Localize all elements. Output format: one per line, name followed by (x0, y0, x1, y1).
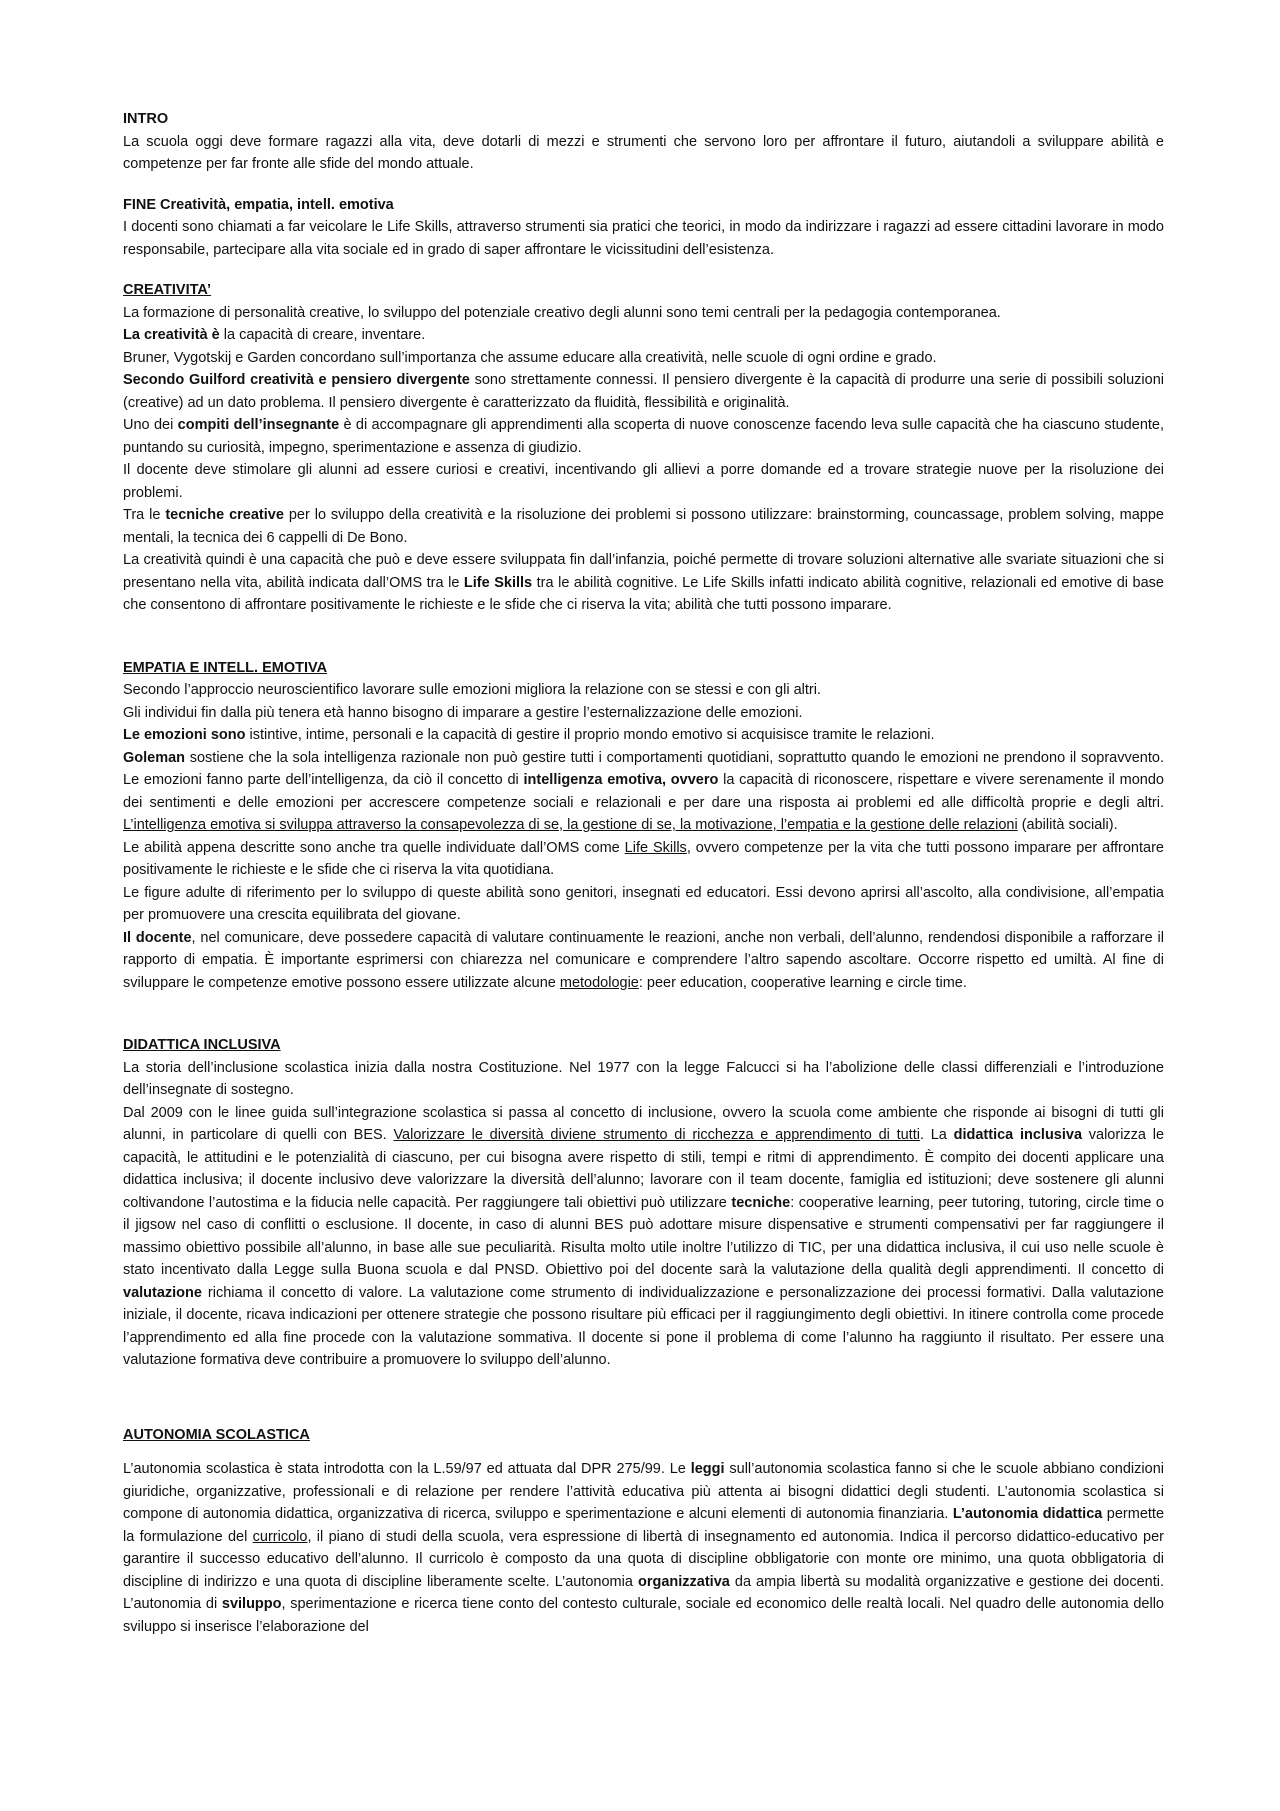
autonomia-p1-f: da ampia libertà su modalità organizzative e gestione dei docenti. L’autonomia di (123, 1573, 1164, 1612)
autonomia-p1-bold2: L’autonomia didattica (952, 1506, 1103, 1522)
autonomia-p1-underline: curricolo (252, 1528, 308, 1545)
creativita-heading: CREATIVITA’ (123, 282, 212, 298)
intro-paragraph: La scuola oggi deve formare ragazzi alla vita, deve dotarli di mezzi e strumenti che servono loro per affrontare il futuro, aiutandoli a sviluppare abilità e competenze per far fronte alle sfide del mondo attuale. (123, 133, 1164, 172)
creativita-p4 (123, 369, 1164, 414)
creativita-p8-c: tra le abilità cognitive. Le Life Skills infatti indicato abilità cognitive, relazionali ed emotive di base che consentono di affrontare positivamente le richieste e le sfide che ci riserva la vita; abilità che tutti possono imparare. (123, 574, 1164, 613)
creativita-p5 (123, 414, 1164, 459)
didattica-p2-underline: Valorizzare le diversità diviene strumento di ricchezza e apprendimento di tutti (393, 1127, 920, 1143)
empatia-p5 (123, 837, 1164, 882)
empatia-p7 (123, 927, 1164, 995)
didattica-heading: DIDATTICA INCLUSIVA (123, 1037, 281, 1053)
didattica-p2-c: valorizza le capacità, le attitudini e le potenzialità di ciascuno, per cui bisogna avere rispetto di stili, tempi e ritmi di apprendimento. È compito dei docenti applicare una didattica inclusiva; il docente inclusivo deve valorizzare la diversità dell’alunno; lavorare con il team docente, famiglia ed istituzioni; deve sostenere gli alunni coltivandone l’autostima e la fiducia nelle capacità. Per raggiungere tali obiettivi può utilizzare (123, 1127, 1165, 1211)
empatia-p3-text: istintive, intime, personali e la capacità di gestire il proprio mondo emotivo si acquisisce tramite le relazioni. (245, 727, 935, 743)
autonomia-p1-bold4: sviluppo (221, 1596, 282, 1612)
empatia-p3-bold: Le emozioni sono (123, 727, 246, 743)
empatia-p5-underline: Life Skills (624, 839, 687, 856)
intro-heading: INTRO (123, 111, 169, 127)
creativita-p4-bold: Secondo Guilford creatività e pensiero divergente (123, 372, 470, 388)
didattica-p2-b: . La (919, 1127, 954, 1143)
empatia-p5-a: Le abilità appena descritte sono anche tra quelle individuate dall’OMS come (123, 839, 625, 856)
didattica-p2-bold2: tecniche (731, 1194, 791, 1211)
creativita-p5-bold: compiti dell’insegnante (177, 417, 340, 433)
creativita-p2 (123, 324, 1164, 347)
creativita-p7-a: Tra le (123, 507, 166, 523)
didattica-p2-bold: didattica inclusiva (953, 1127, 1083, 1143)
creativita-p8-bold: Life Skills (463, 574, 533, 591)
section-creativita (123, 279, 1164, 617)
didattica-p1: La storia dell’inclusione scolastica inizia dalla nostra Costituzione. Nel 1977 con la legge Falcucci si ha l’abolizione delle classi differenziali e l’introduzione dell’insegnate di sostegno. (123, 1059, 1164, 1098)
creativita-p3: Bruner, Vygotskij e Garden concordano sull’importanza che assume educare alla creatività, nelle scuole di ogni ordine e grado. (123, 349, 937, 366)
didattica-p2-bold3: valutazione (123, 1284, 202, 1301)
autonomia-p1-d: permette la formulazione del (123, 1506, 1165, 1545)
empatia-p6: Le figure adulte di riferimento per lo sviluppo di queste abilità sono genitori, insegnati ed educatori. Essi devono aprirsi all’ascolto, alla condivisione, all’empatia per promuovere una crescita equilibrata del giovane. (123, 884, 1164, 923)
empatia-p7-underline: metodologie (559, 974, 639, 991)
fine-paragraph: I docenti sono chiamati a far veicolare le Life Skills, attraverso strumenti sia pratici che teorici, in modo da indirizzare i ragazzi ad essere cittadini lavorare in modo responsabile, partecipare alla vita sociale ed in grado di saper affrontare le vicissitudini dell’esistenza. (123, 219, 1164, 258)
autonomia-p1 (123, 1458, 1164, 1638)
creativita-p1: La formazione di personalità creative, lo sviluppo del potenziale creativo degli alunni sono temi centrali per la pedagogia contemporanea. (123, 304, 1001, 321)
creativita-p5-c: è di accompagnare gli apprendimenti alla scoperta di nuove conoscenze facendo leva sulle capacità che ha ciascuno studente, puntando su curiosità, impegno, sperimentazione e assenza di giudizio. (123, 417, 1165, 456)
empatia-p4-bold: Goleman (123, 749, 186, 766)
empatia-heading: EMPATIA E INTELL. EMOTIVA (123, 659, 328, 676)
autonomia-p1-bold: leggi (690, 1461, 725, 1477)
autonomia-p1-g: , sperimentazione e ricerca tiene conto del contesto culturale, sociale ed economico delle realtà locali. Nel quadro delle autonomia dello sviluppo si inserisce l’elaborazione del (123, 1596, 1164, 1635)
section-autonomia (123, 1424, 1164, 1639)
didattica-p2-a: Dal 2009 con le linee guida sull’integrazione scolastica si passa al concetto di inclusione, ovvero la scuola come ambiente che risponde ai bisogni di tutti gli alunni, in particolare di quelli con BES. (123, 1104, 1164, 1143)
creativita-p8 (123, 549, 1164, 617)
didattica-p2-e: richiama il concetto di valore. La valutazione come strumento di individualizzazione e personalizzazione dei processi formativi. Dalla valutazione iniziale, il docente, ricava indicazioni per ottenere strategie che possono risultare più efficaci per il raggiungimento degli obiettivi. In itinere controlla come procede l’apprendimento ed alla fine procede con la valutazione sommativa. Il docente si pone il problema di come l’alunno ha raggiunto il risultato. Per essere una valutazione formativa deve contribuire a promuovere lo sviluppo dell’alunno. (123, 1284, 1164, 1368)
autonomia-p1-e: , il piano di studi della scuola, vera espressione di libertà di insegnamento ed autonomia. Indica il percorso didattico-educativo per garantire il successo educativo dell’alunno. Il curricolo è composto da una quota di discipline obbligatorie con monte ore minimo, una quota obbligatoria di discipline di indirizzo e una quota di discipline liberamente scelte. L’autonomia (123, 1528, 1164, 1590)
creativita-p5-a: Uno dei (123, 417, 178, 433)
fine-heading: FINE Creatività, empatia, intell. emotiva (123, 196, 394, 213)
autonomia-p1-a: L’autonomia scolastica è stata introdotta con la L.59/97 ed attuata dal DPR 275/99. Le (123, 1461, 691, 1477)
creativita-p7 (123, 504, 1164, 549)
creativita-p2-text: la capacità di creare, inventare. (219, 327, 426, 343)
creativita-p4-text: sono strettamente connessi. Il pensiero divergente è la capacità di produrre una serie di possibili soluzioni (creative) ad un dato problema. Il pensiero divergente è caratterizzato da fluidità, flessibilità e originalità. (123, 372, 1164, 411)
section-intro (123, 108, 1164, 176)
empatia-p4-underline: L’intelligenza emotiva si sviluppa attraverso la consapevolezza di se, la gestione di se, la motivazione, l’empatia e la gestione delle relazioni (123, 817, 1018, 833)
empatia-p7-a: , nel comunicare, deve possedere capacità di valutare continuamente le reazioni, anche non verbali, dell’alunno, rendendosi disponibile a rafforzare il rapporto di empatia. È importante esprimersi con chiarezza nel comunicare e comprendere l’altro sapendo ascoltare. Occorre rispetto ed umiltà. Al fine di sviluppare le competenze emotive possono essere utilizzate alcune (123, 929, 1164, 991)
creativita-p7-c: per lo sviluppo della creatività e la risoluzione dei problemi si possono utilizzare: brainstorming, councassage, problem solving, mappe mentali, la tecnica dei 6 cappelli di De Bono. (123, 507, 1164, 546)
empatia-p7-c: : peer education, cooperative learning e circle time. (638, 974, 967, 991)
empatia-p1: Secondo l’approccio neuroscientifico lavorare sulle emozioni migliora la relazione con se stessi e con gli altri. (123, 682, 821, 698)
empatia-p4-a: sostiene che la sola intelligenza razionale non può gestire tutti i comportamenti quotidiani, soprattutto quando le emozioni ne prendono il sopravvento. Le emozioni fanno parte dell’intelligenza, da ciò il concetto di (123, 749, 1164, 788)
empatia-p5-b: , ovvero competenze per la vita che tutti possono imparare per affrontare positivamente le richieste e le sfide che ci riserva la vita quotidiana. (123, 839, 1164, 878)
creativita-p7-bold: tecniche creative (165, 507, 284, 523)
didattica-p2-d: : cooperative learning, peer tutoring, tutoring, circle time o il jigsow nel caso di conflitti o esclusione. Il docente, in caso di alunni BES può adottare misure dispensative e strumenti compensativi per far raggiungere il massimo obiettivo possibile all’alunno, in base alle sue peculiarità. Risulta molto utile inoltre l’utilizzo di TIC, per una didattica inclusiva, il cui uso nelle scuole è stato incentivato dalla Legge sulla Buona scuola e dal PNSD. Obiettivo poi del docente sarà la valutazione della qualità degli apprendimenti. Il concetto di (123, 1194, 1164, 1278)
empatia-p3 (123, 724, 1164, 747)
creativita-p8-a: La creatività quindi è una capacità che può e deve essere sviluppata fin dall’infanzia, poiché permette di trovare soluzioni alternative alle svariate situazioni che si presentano nella vita, abilità indicata dall’OMS tra le (123, 552, 1164, 591)
creativita-p2-bold: La creatività è (123, 327, 220, 343)
autonomia-heading: AUTONOMIA SCOLASTICA (123, 1426, 310, 1443)
didattica-p2 (123, 1102, 1164, 1372)
empatia-p2: Gli individui fin dalla più tenera età hanno bisogno di imparare a gestire l’esternalizzazione delle emozioni. (123, 704, 803, 721)
autonomia-p1-bold3: organizzativa (637, 1573, 730, 1590)
empatia-p4-c: la capacità di riconoscere, rispettare e vivere serenamente il mondo dei sentimenti e delle emozioni per accrescere competenze sociali e relazionali e per dare una risposta ai problemi ed alle difficoltà proprie e degli altri. (123, 772, 1164, 811)
section-didattica (123, 1034, 1164, 1372)
section-empatia (123, 657, 1164, 995)
empatia-p7-bold: Il docente (123, 929, 192, 946)
creativita-p6: Il docente deve stimolare gli alunni ad essere curiosi e creativi, incentivando gli allievi a porre domande ed a trovare strategie nuove per la risoluzione dei problemi. (123, 462, 1164, 501)
section-fine (123, 194, 1164, 262)
empatia-p4-d: (abilità sociali). (1017, 817, 1118, 833)
empatia-p4-bold2: intelligenza emotiva, ovvero (523, 772, 719, 788)
empatia-p4 (123, 747, 1164, 837)
autonomia-p1-c: sull’autonomia scolastica fanno si che le scuole abbiano condizioni giuridiche, organizzative, professionali e di relazione per rendere l’attività educativa più attenta ai bisogni didattici degli studenti. L’autonomia scolastica si compone di autonomia didattica, organizzativa di ricerca, sviluppo e sperimentazione e alcuni elementi di autonomia finanziaria. (123, 1461, 1164, 1522)
